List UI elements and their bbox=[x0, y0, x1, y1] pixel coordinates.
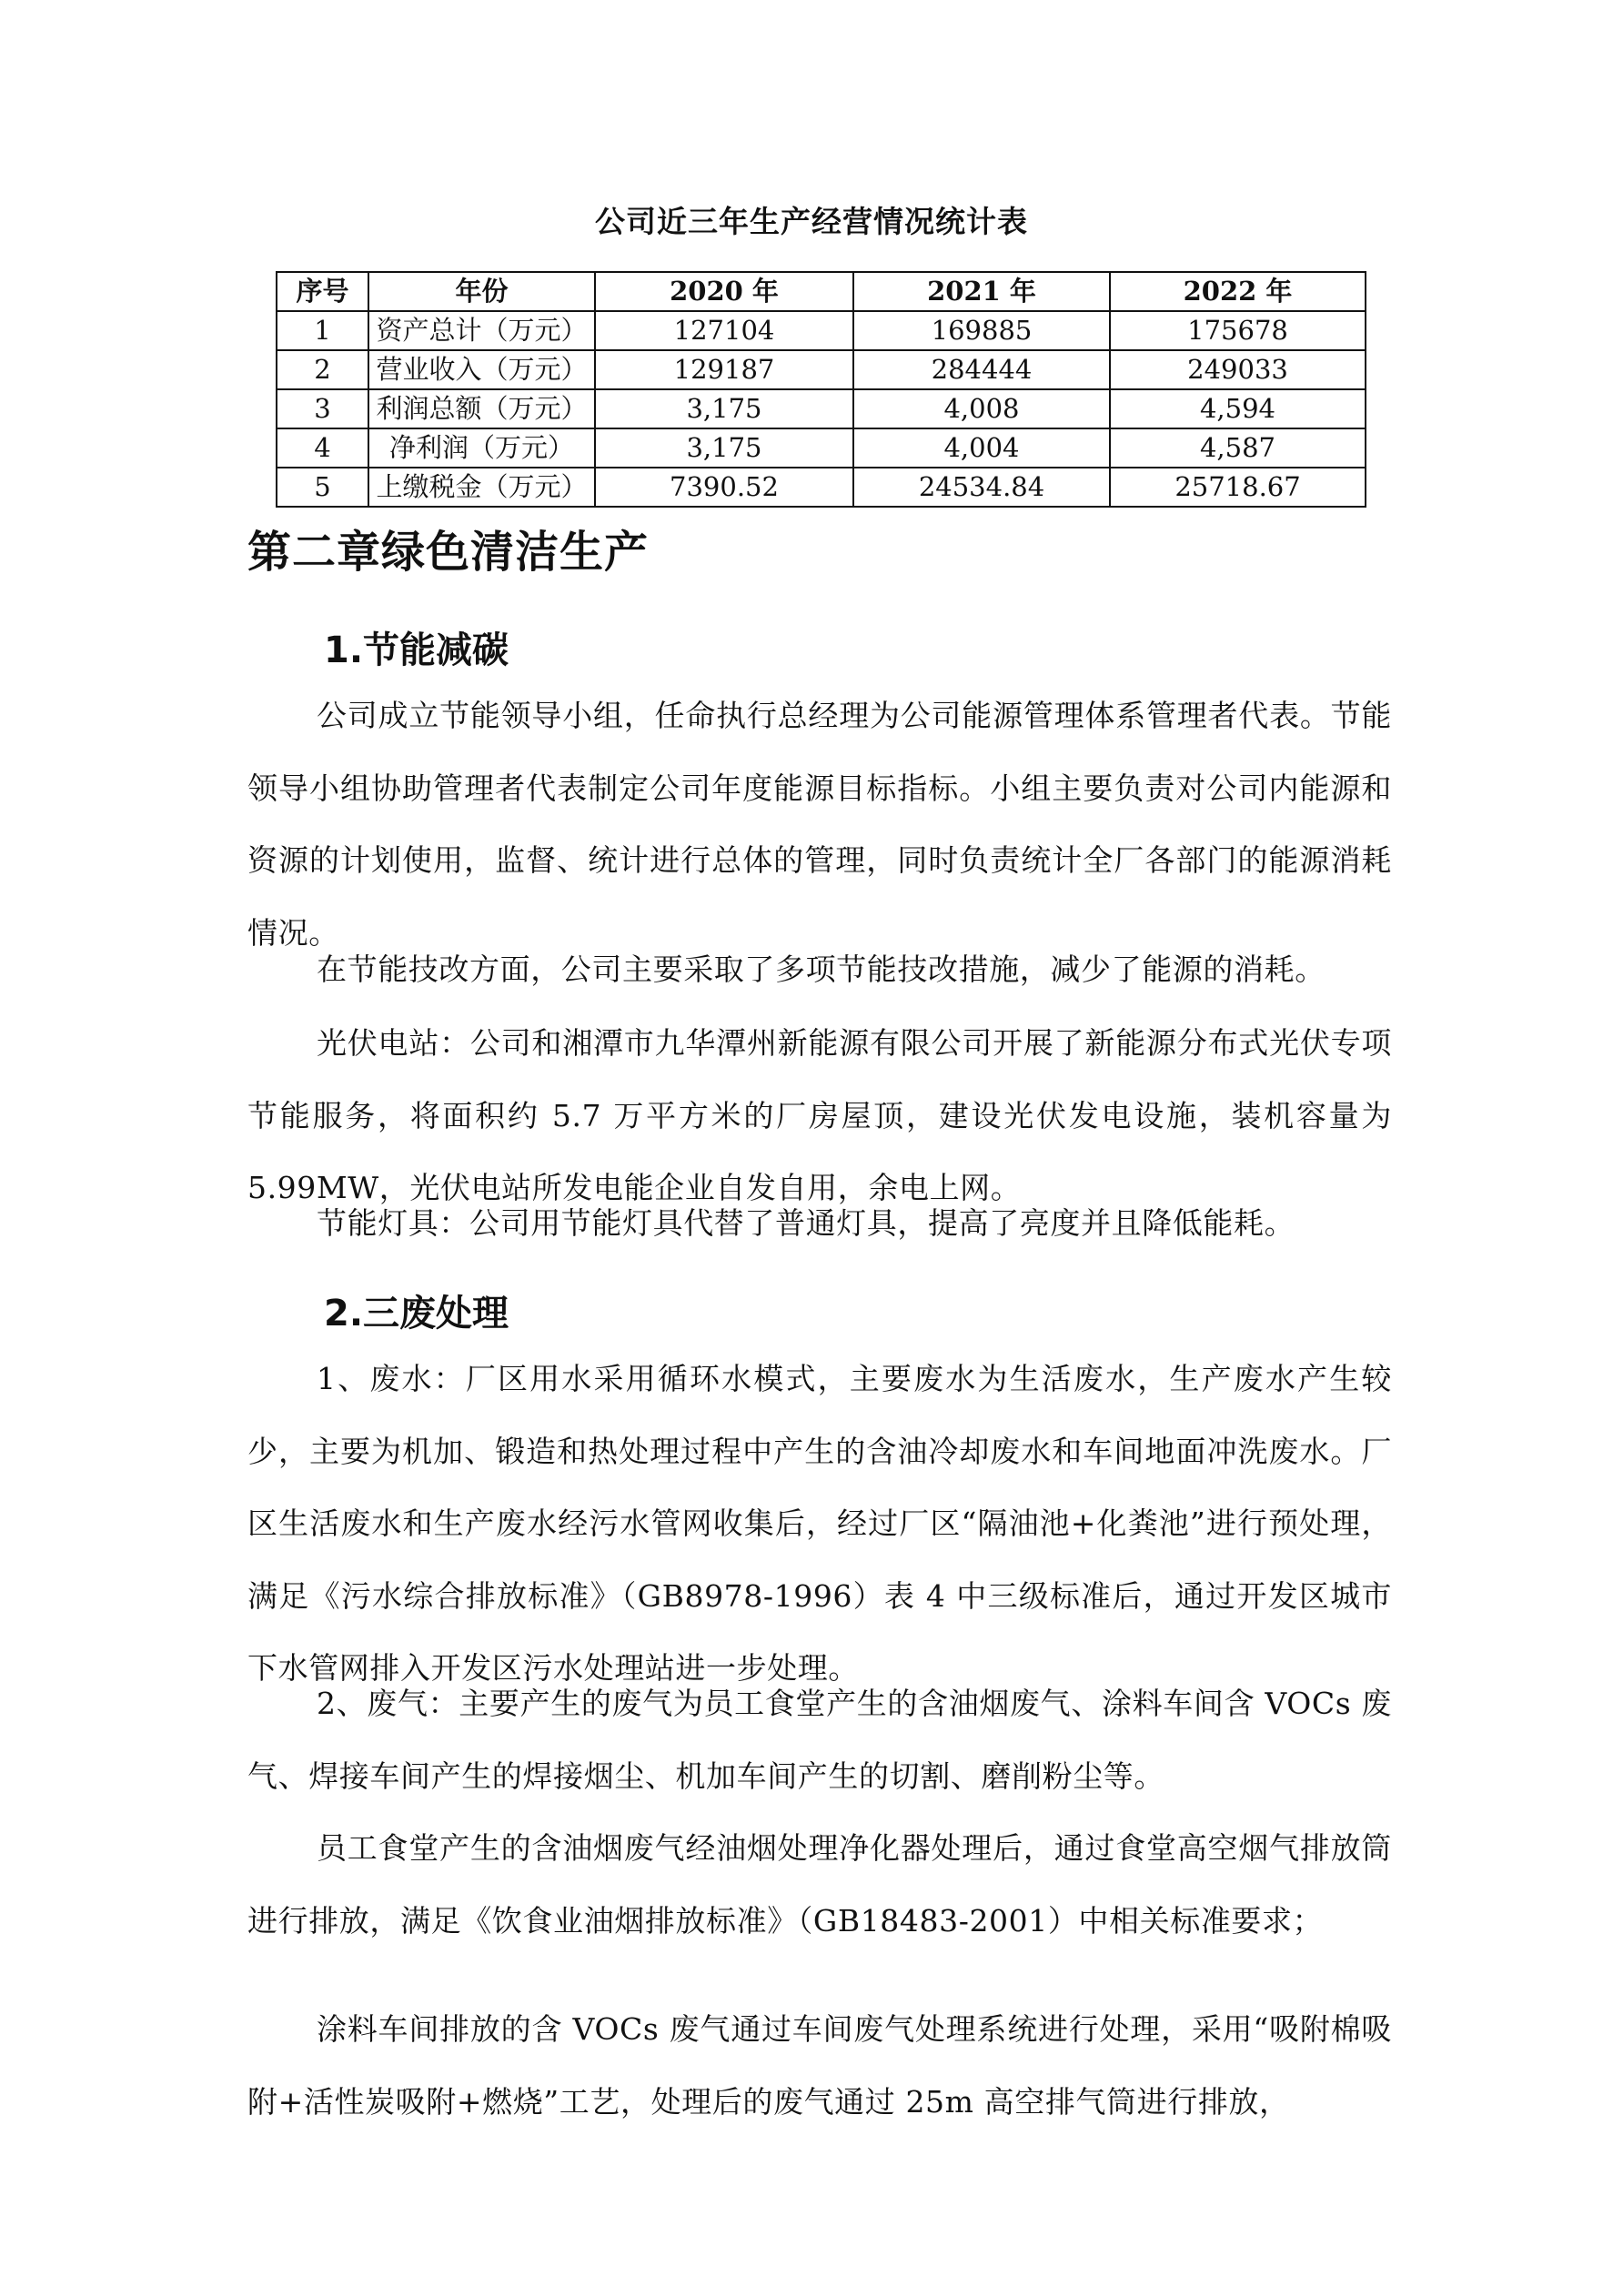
table-title: 公司近三年生产经营情况统计表 bbox=[595, 204, 1028, 239]
cell-value: 24534.84 bbox=[853, 468, 1110, 507]
paragraph: 员工食堂产生的含油烟废气经油烟处理净化器处理后，通过食堂高空烟气排放筒进行排放，满足《饮食业油烟排放标准》（GB18483-2001）中相关标准要求； bbox=[247, 1830, 1392, 1939]
statistics-table bbox=[276, 271, 1366, 508]
paragraph: 公司成立节能领导小组，任命执行总经理为公司能源管理体系管理者代表。节能领导小组协助管理者代表制定公司年度能源目标指标。小组主要负责对公司内能源和资源的计划使用，监督、统计进行总体的管理，同时负责统计全厂各部门的能源消耗情况。 bbox=[247, 698, 1392, 951]
cell-value: 4,594 bbox=[1110, 389, 1366, 428]
cell-index: 4 bbox=[277, 428, 368, 468]
table-row bbox=[277, 428, 1366, 468]
cell-value: 4,587 bbox=[1110, 428, 1366, 468]
table-row bbox=[277, 350, 1366, 389]
cell-label: 净利润（万元） bbox=[368, 428, 595, 468]
cell-value: 129187 bbox=[595, 350, 853, 389]
header-2021: 2021 年 bbox=[853, 272, 1110, 311]
cell-value: 127104 bbox=[595, 311, 853, 350]
header-2020: 2020 年 bbox=[595, 272, 853, 311]
cell-value: 3,175 bbox=[595, 428, 853, 468]
cell-index: 2 bbox=[277, 350, 368, 389]
table-row bbox=[277, 389, 1366, 428]
cell-index: 1 bbox=[277, 311, 368, 350]
cell-value: 7390.52 bbox=[595, 468, 853, 507]
table-header-row bbox=[277, 272, 1366, 311]
cell-value: 4,004 bbox=[853, 428, 1110, 468]
section-heading: 2.三废处理 bbox=[324, 1293, 509, 1334]
table-row bbox=[277, 468, 1366, 507]
paragraph: 光伏电站：公司和湘潭市九华潭州新能源有限公司开展了新能源分布式光伏专项节能服务，将面积约 5.7 万平方米的厂房屋顶，建设光伏发电设施，装机容量为 5.99MW，光伏电站所发电能企业自发自用，余电上网。 bbox=[247, 1025, 1392, 1205]
paragraph: 2、废气：主要产生的废气为员工食堂产生的含油烟废气、涂料车间含 VOCs 废气、焊接车间产生的焊接烟尘、机加车间产生的切割、磨削粉尘等。 bbox=[247, 1686, 1392, 1794]
header-2022: 2022 年 bbox=[1110, 272, 1366, 311]
cell-index: 3 bbox=[277, 389, 368, 428]
paragraph: 在节能技改方面，公司主要采取了多项节能技改措施，减少了能源的消耗。 bbox=[317, 952, 1326, 987]
paragraph: 节能灯具：公司用节能灯具代替了普通灯具，提高了亮度并且降低能耗。 bbox=[317, 1205, 1295, 1241]
paragraph: 1、废水：厂区用水采用循环水模式，主要废水为生活废水，生产废水产生较少，主要为机加、锻造和热处理过程中产生的含油冷却废水和车间地面冲洗废水。厂区生活废水和生产废水经污水管网收集后，经过厂区“隔油池+化粪池”进行预处理，满足《污水综合排放标准》（GB8978-1996）表 4 中三级标准后，通过开发区城市下水管网排入开发区污水处理站进一步处理。 bbox=[247, 1361, 1392, 1686]
cell-label: 资产总计（万元） bbox=[368, 311, 595, 350]
table-row bbox=[277, 311, 1366, 350]
cell-label: 营业收入（万元） bbox=[368, 350, 595, 389]
cell-value: 169885 bbox=[853, 311, 1110, 350]
cell-value: 25718.67 bbox=[1110, 468, 1366, 507]
header-index: 序号 bbox=[277, 272, 368, 311]
paragraph: 涂料车间排放的含 VOCs 废气通过车间废气处理系统进行处理，采用“吸附棉吸附+活性炭吸附+燃烧”工艺，处理后的废气通过 25m 高空排气筒进行排放， bbox=[247, 2011, 1392, 2120]
cell-value: 175678 bbox=[1110, 311, 1366, 350]
chapter-title: 第二章绿色清洁生产 bbox=[247, 527, 650, 578]
cell-value: 4,008 bbox=[853, 389, 1110, 428]
cell-value: 249033 bbox=[1110, 350, 1366, 389]
header-year: 年份 bbox=[368, 272, 595, 311]
cell-value: 3,175 bbox=[595, 389, 853, 428]
cell-value: 284444 bbox=[853, 350, 1110, 389]
cell-label: 上缴税金（万元） bbox=[368, 468, 595, 507]
cell-label: 利润总额（万元） bbox=[368, 389, 595, 428]
cell-index: 5 bbox=[277, 468, 368, 507]
section-heading: 1.节能减碳 bbox=[324, 629, 509, 671]
